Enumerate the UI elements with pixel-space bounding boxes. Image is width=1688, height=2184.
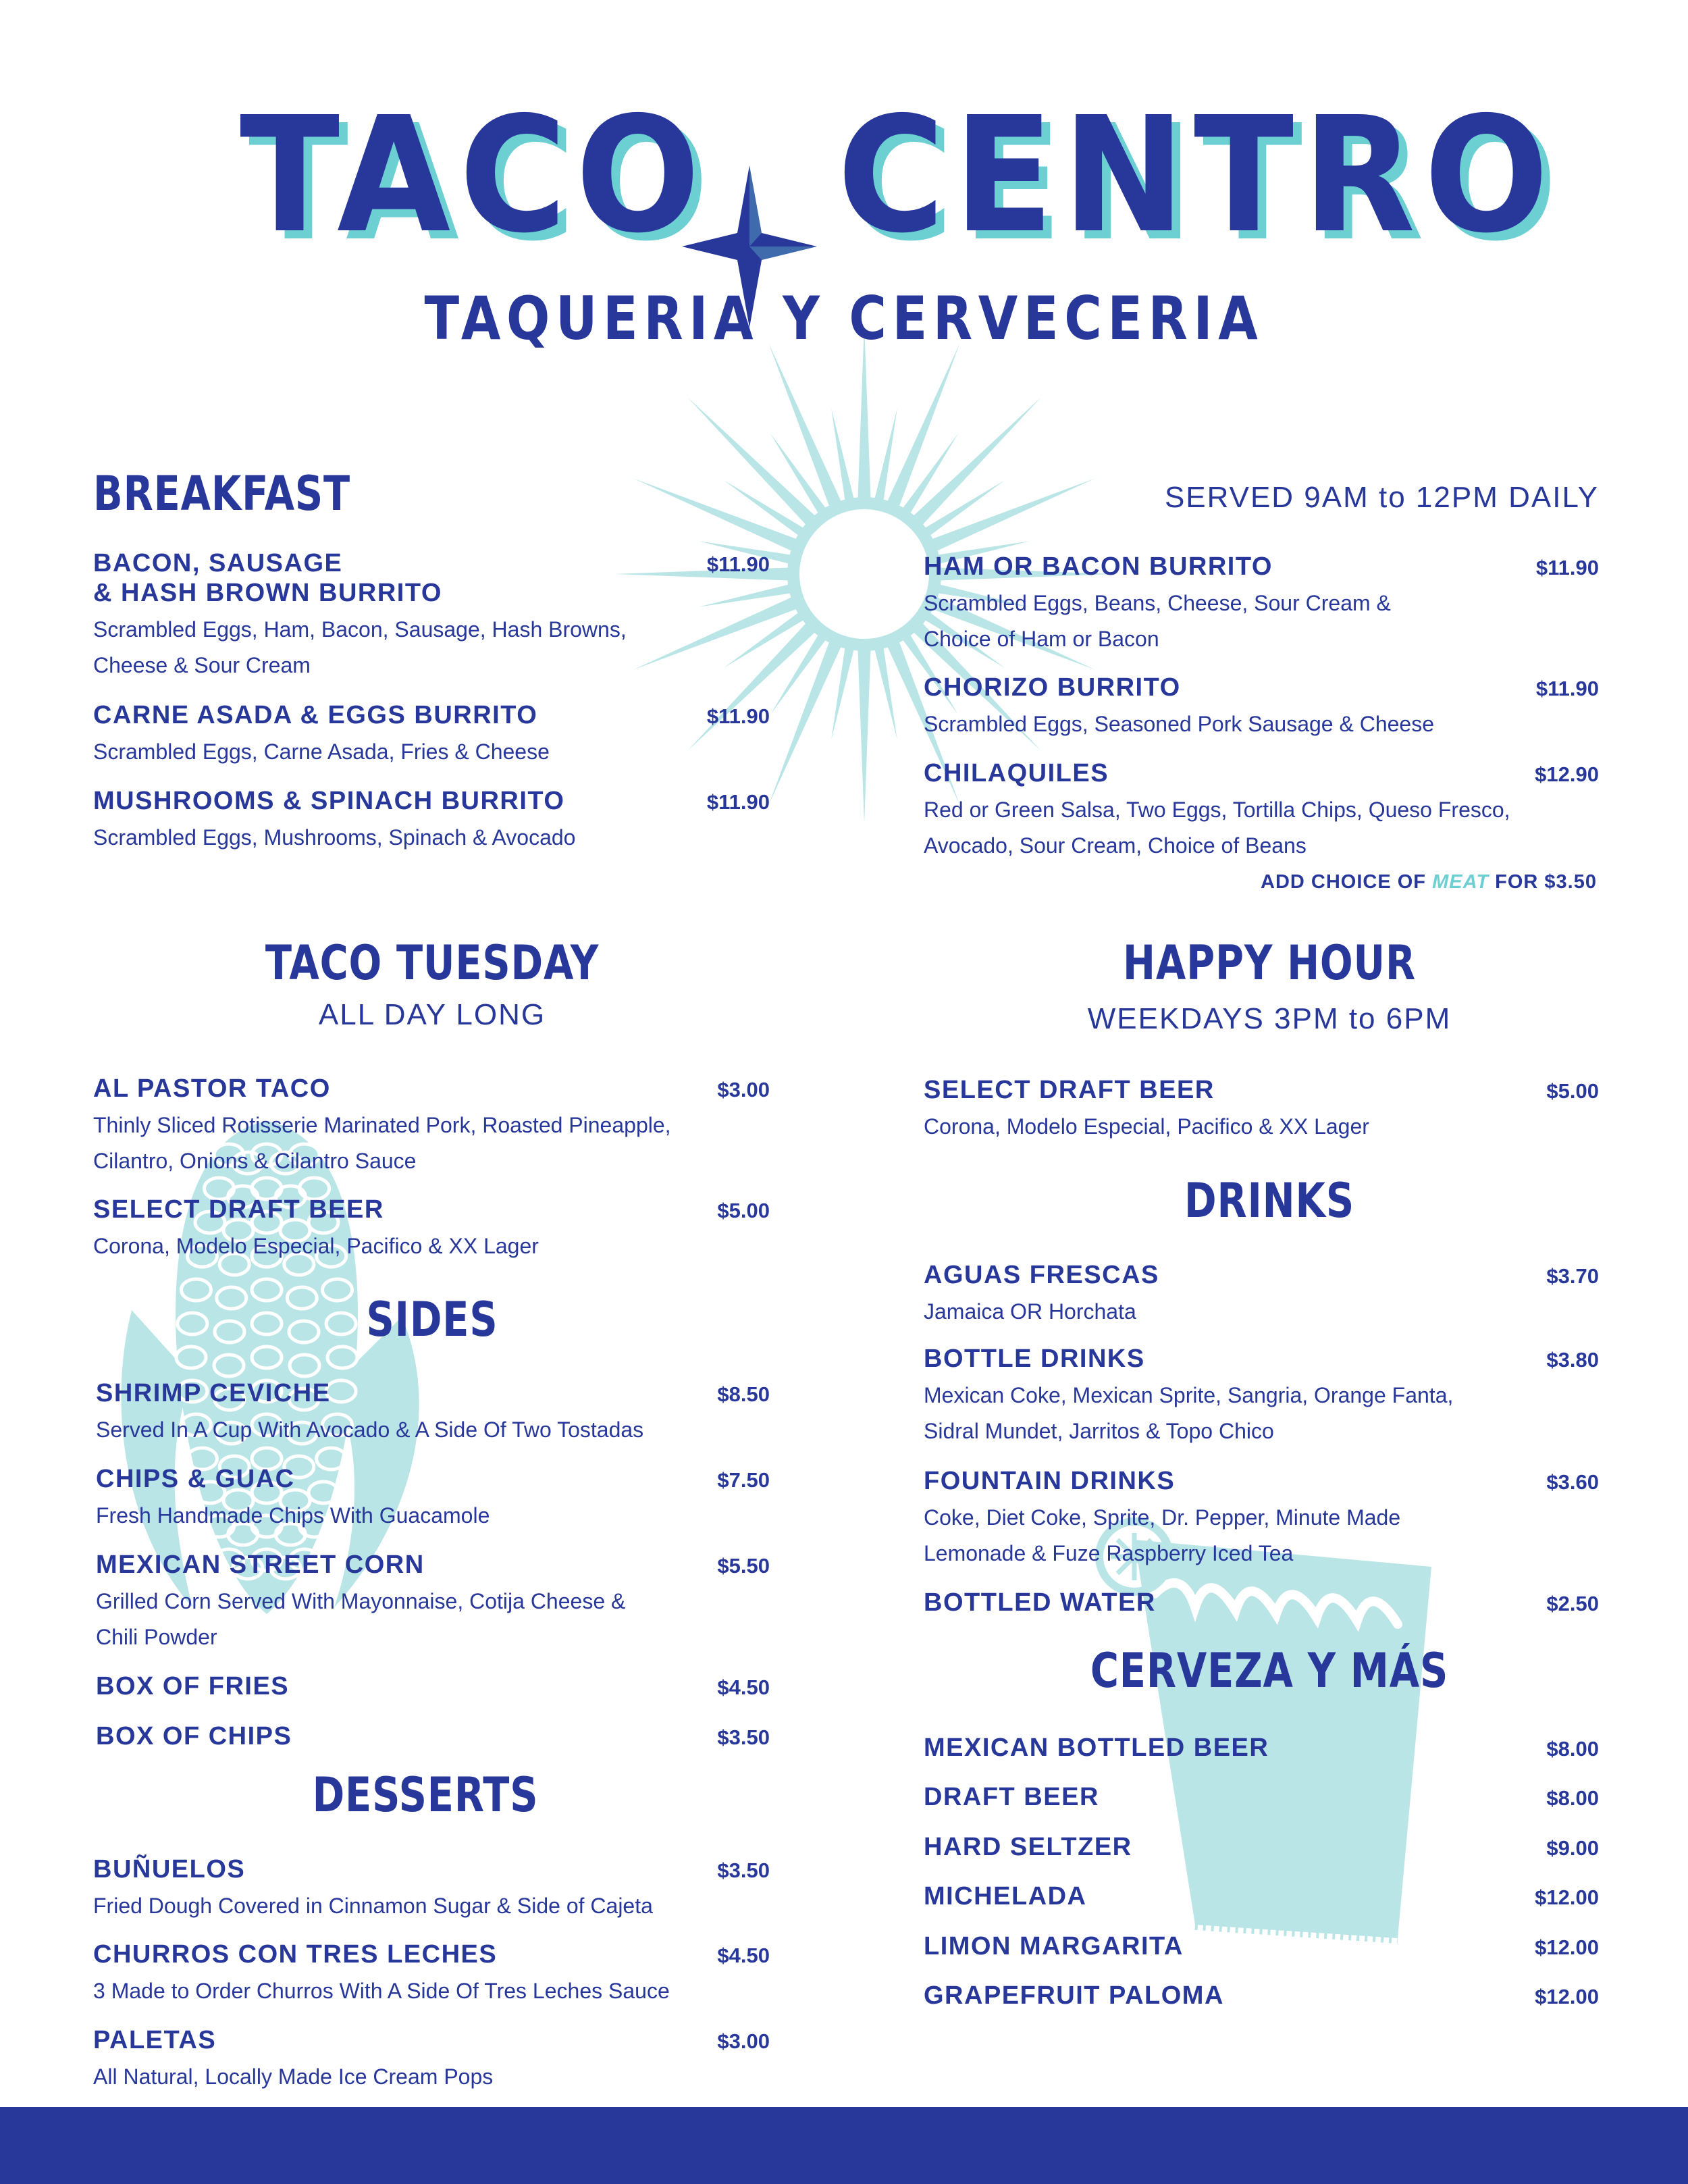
menu-item-price: $5.00: [717, 1199, 770, 1222]
menu-item-name: HAM OR BACON BURRITO: [924, 552, 1273, 581]
menu-item-name: MEXICAN BOTTLED BEER: [924, 1734, 1269, 1762]
section-title-drinks: DRINKS: [1184, 1173, 1354, 1228]
menu-item-description: Grilled Corn Served With Mayonnaise, Cotija Cheese & Chili Powder: [96, 1589, 626, 1649]
section-title-happy-hour: HAPPY HOUR: [1122, 935, 1416, 991]
menu-item-price: $5.00: [1546, 1079, 1599, 1103]
menu-item-name: DRAFT BEER: [924, 1783, 1099, 1811]
menu-item-name: MUSHROOMS & SPINACH BURRITO: [93, 787, 565, 815]
menu-item-name: SELECT DRAFT BEER: [93, 1195, 384, 1224]
menu-item-price: $11.90: [706, 552, 770, 576]
menu-item-name: SELECT DRAFT BEER: [924, 1076, 1215, 1104]
menu-item-name: CHORIZO BURRITO: [924, 673, 1181, 702]
menu-item-price: $3.00: [717, 2029, 770, 2053]
menu-item-description: Coke, Diet Coke, Sprite, Dr. Pepper, Minute Made Lemonade & Fuze Raspberry Iced Tea: [924, 1505, 1401, 1565]
menu-item-price: $7.50: [717, 1468, 770, 1492]
menu-item-description: Jamaica OR Horchata: [924, 1299, 1136, 1324]
menu-item-name: BOTTLED WATER: [924, 1588, 1156, 1617]
logo-word-centro: CENTRO: [837, 82, 1558, 268]
menu-item-name: CARNE ASADA & EGGS BURRITO: [93, 701, 538, 729]
menu-item-name: LIMON MARGARITA: [924, 1932, 1184, 1960]
menu-item-price: $4.50: [717, 1675, 770, 1699]
meat-addon-note: [1261, 871, 1597, 893]
menu-item-description: Fresh Handmade Chips With Guacamole: [96, 1503, 490, 1528]
menu-item-description: 3 Made to Order Churros With A Side Of Tres Leches Sauce: [93, 1979, 670, 2003]
menu-item-price: $11.90: [706, 704, 770, 728]
menu-item-price: $11.90: [706, 790, 770, 814]
section-title-taco-tuesday: TACO TUESDAY: [265, 935, 600, 991]
menu-item-price: $11.90: [1535, 677, 1599, 700]
menu-item-name: GRAPEFRUIT PALOMA: [924, 1981, 1224, 2010]
menu-item-price: $9.00: [1546, 1836, 1599, 1860]
subtitle: TAQUERIA Y CERVECERIA: [424, 284, 1264, 353]
menu-item-description: Scrambled Eggs, Beans, Cheese, Sour Cream & Choice of Ham or Bacon: [924, 591, 1391, 651]
menu-item-price: $8.00: [1546, 1737, 1599, 1761]
menu-item-name: CHILAQUILES: [924, 759, 1109, 787]
menu-item-description: Scrambled Eggs, Ham, Bacon, Sausage, Hash Browns, Cheese & Sour Cream: [93, 617, 627, 677]
menu-item-description: Scrambled Eggs, Seasoned Pork Sausage & Cheese: [924, 712, 1435, 736]
menu-item-description: All Natural, Locally Made Ice Cream Pops: [93, 2064, 494, 2089]
menu-item-price: $12.90: [1535, 762, 1599, 786]
menu-item-name: BUÑUELOS: [93, 1855, 246, 1883]
menu-item-description: Corona, Modelo Especial, Pacifico & XX Lager: [93, 1234, 539, 1258]
menu-item-name: AL PASTOR TACO: [93, 1074, 331, 1103]
menu-item-description: Served In A Cup With Avocado & A Side Of Two Tostadas: [96, 1418, 644, 1442]
breakfast-hours: SERVED 9AM to 12PM DAILY: [1164, 481, 1599, 514]
menu-item-price: $12.00: [1535, 1886, 1599, 1909]
menu-item-description: Scrambled Eggs, Carne Asada, Fries & Cheese: [93, 739, 550, 764]
menu-item-name: BOX OF FRIES: [96, 1672, 290, 1700]
menu-item-price: $4.50: [717, 1944, 770, 1967]
menu-item-description: Fried Dough Covered in Cinnamon Sugar & Side of Cajeta: [93, 1894, 653, 1918]
menu-item-price: $11.90: [1535, 556, 1599, 579]
menu-item-price: $5.50: [717, 1554, 770, 1578]
menu-item-description: Thinly Sliced Rotisserie Marinated Pork, Roasted Pineapple, Cilantro, Onions & Cilantro Sauce: [93, 1113, 671, 1173]
taco-tuesday-note: ALL DAY LONG: [318, 998, 546, 1031]
logo: [0, 82, 1688, 268]
addon-text: ADD CHOICE OF: [1261, 871, 1427, 893]
menu-item-price: $3.00: [717, 1078, 770, 1101]
menu-item-price: $12.00: [1535, 1985, 1599, 2008]
menu-item-name: PALETAS: [93, 2026, 217, 2054]
menu-item-name: HARD SELTZER: [924, 1833, 1132, 1861]
menu-item-name: CHIPS & GUAC: [96, 1465, 295, 1493]
section-title-desserts: DESSERTS: [312, 1767, 539, 1823]
menu-item-name: BACON, SAUSAGE & HASH BROWN BURRITO: [93, 549, 442, 607]
menu-item-name: MEXICAN STREET CORN: [96, 1551, 425, 1579]
section-title-breakfast: BREAKFAST: [93, 466, 350, 521]
menu-item-description: Mexican Coke, Mexican Sprite, Sangria, Orange Fanta, Sidral Mundet, Jarritos & Topo Chico: [924, 1383, 1454, 1443]
menu-item-description: Scrambled Eggs, Mushrooms, Spinach & Avocado: [93, 825, 576, 850]
menu-item-price: $3.50: [717, 1725, 770, 1749]
addon-highlight: MEAT: [1432, 871, 1489, 893]
menu-item-name: CHURROS CON TRES LECHES: [93, 1940, 498, 1969]
menu-item-name: FOUNTAIN DRINKS: [924, 1467, 1176, 1495]
menu-item-name: BOX OF CHIPS: [96, 1722, 292, 1750]
menu-item-price: $3.80: [1546, 1348, 1599, 1372]
menu-item-price: $12.00: [1535, 1935, 1599, 1959]
section-title-cerveza: CERVEZA Y MÁS: [1090, 1643, 1449, 1698]
menu-item-name: BOTTLE DRINKS: [924, 1345, 1145, 1373]
menu-item-name: AGUAS FRESCAS: [924, 1261, 1159, 1289]
menu-item-price: $3.70: [1546, 1264, 1599, 1288]
menu-item-price: $8.00: [1546, 1786, 1599, 1810]
menu-item-description: Corona, Modelo Especial, Pacifico & XX Lager: [924, 1114, 1369, 1139]
menu-item-price: $3.50: [717, 1858, 770, 1882]
menu-item-name: MICHELADA: [924, 1882, 1087, 1910]
menu-item-name: SHRIMP CEVICHE: [96, 1379, 331, 1407]
footer-bar: [0, 2107, 1688, 2184]
addon-price: FOR $3.50: [1495, 871, 1597, 893]
menu-item-price: $8.50: [717, 1382, 770, 1406]
menu-item-description: Red or Green Salsa, Two Eggs, Tortilla Chips, Queso Fresco, Avocado, Sour Cream, Choice of Beans: [924, 798, 1510, 858]
menu-item-price: $3.60: [1546, 1470, 1599, 1494]
happy-hour-note: WEEKDAYS 3PM to 6PM: [1087, 1002, 1452, 1035]
section-title-sides: SIDES: [366, 1292, 498, 1347]
logo-word-taco: TACO: [240, 82, 709, 268]
menu-item-price: $2.50: [1546, 1592, 1599, 1615]
